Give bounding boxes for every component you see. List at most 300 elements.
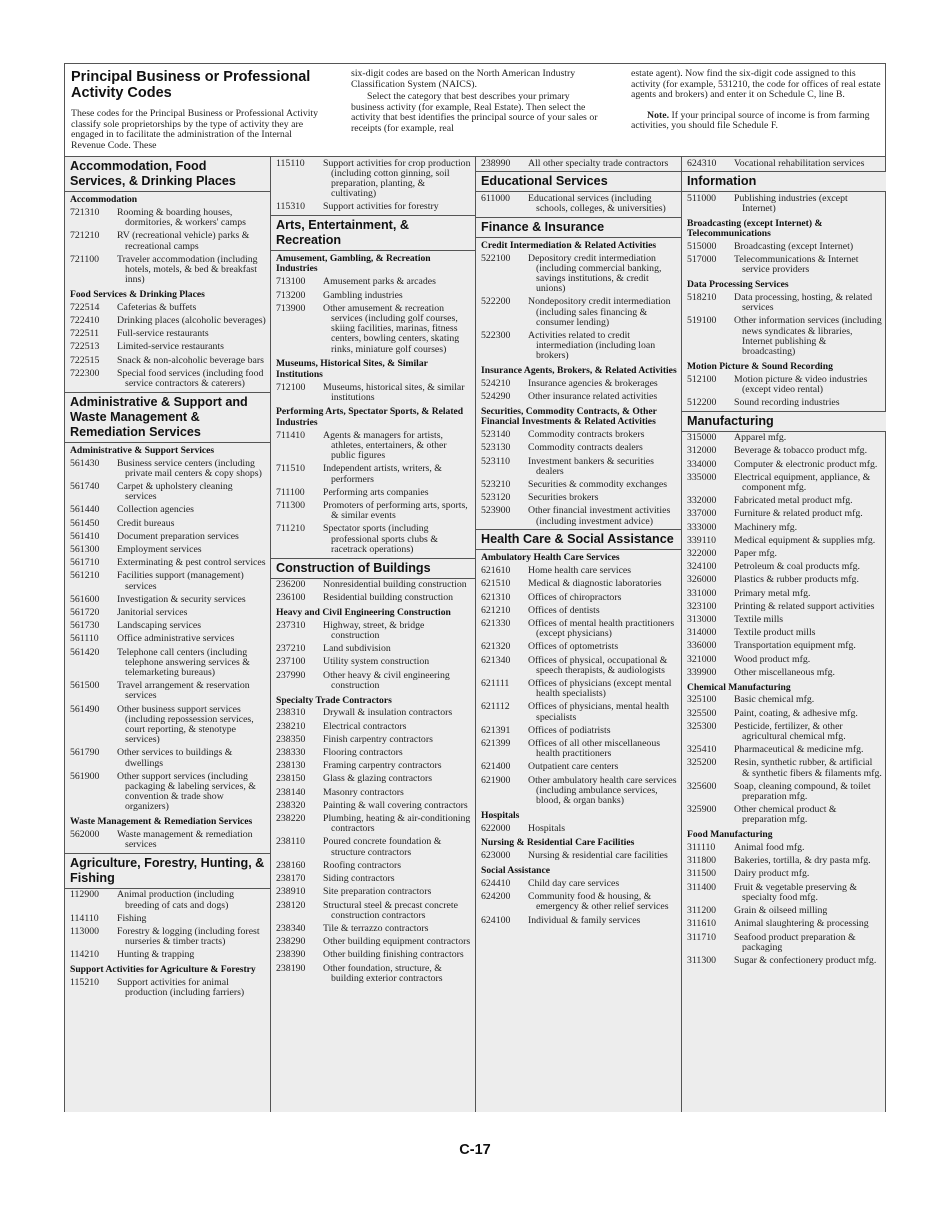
activity-row (65, 480, 270, 503)
activity-row (682, 458, 886, 471)
activity-description: Landscaping services (117, 620, 202, 632)
activity-code: 623000 (481, 850, 511, 862)
activity-code: 322000 (687, 548, 717, 559)
activity-description: Individual & family services (528, 914, 641, 926)
activity-row (271, 201, 476, 214)
activity-code: 333000 (687, 521, 717, 533)
activity-code: 711210 (276, 523, 306, 535)
page-number: C-17 (459, 1142, 491, 1158)
activity-description: Other support services (including packaging & labeling services, & convention & trade show organizers) (117, 770, 256, 813)
subsection-heading: Motion Picture & Sound Recording (687, 360, 833, 372)
activity-code: 561410 (70, 530, 100, 542)
activity-code: 337000 (687, 508, 717, 520)
activity-description: Beverage & tobacco product mfg. (734, 445, 868, 457)
activity-row (271, 962, 476, 985)
activity-code: 523900 (481, 505, 511, 517)
activity-description: Other heavy & civil engineering construction (323, 669, 450, 691)
activity-description: Securities brokers (528, 492, 599, 504)
activity-row (476, 478, 682, 491)
activity-row (476, 565, 682, 578)
activity-description: Textile product mills (734, 627, 816, 639)
activity-code: 321000 (687, 653, 717, 665)
activity-row (476, 591, 682, 604)
activity-code: 523210 (481, 478, 511, 490)
subsection-heading: Food Manufacturing (687, 829, 773, 841)
activity-description: Child day care services (528, 877, 620, 889)
activity-code: 721310 (70, 206, 100, 218)
activity-code: 314000 (687, 627, 717, 639)
activity-description: Motion picture & video industries (except video rental) (734, 373, 868, 395)
activity-row (682, 868, 886, 881)
activity-row (476, 761, 682, 774)
activity-description: Fabricated metal product mfg. (734, 495, 853, 507)
activity-description: Depository credit intermediation (including commercial banking, savings institutions, & credit unions) (528, 252, 662, 295)
subsection-heading: Museums, Historical Sites, & Similar Institutions (276, 358, 428, 380)
activity-description: Roofing contractors (323, 859, 402, 871)
activity-row (65, 620, 270, 633)
activity-description: Travel arrangement & reservation services (117, 680, 250, 702)
activity-description: Printing & related support activities (734, 600, 875, 612)
activity-row (682, 905, 886, 918)
activity-row (476, 914, 682, 927)
note-text: If your principal source of income is from farming activities, you should file Schedule F. (631, 109, 870, 132)
activity-code: 238120 (276, 899, 306, 911)
activity-description: Electrical equipment, appliance, & component mfg. (734, 471, 871, 493)
activity-row (682, 855, 886, 868)
activity-code: 722513 (70, 341, 100, 353)
activity-code: 523140 (481, 429, 511, 441)
activity-code: 325600 (687, 780, 717, 792)
activity-description: Collection agencies (117, 504, 194, 516)
activity-row (65, 570, 270, 593)
activity-code: 238310 (276, 707, 306, 719)
activity-row (65, 633, 270, 646)
activity-code: 325300 (687, 720, 717, 732)
activity-row (271, 799, 476, 812)
activity-code: 512200 (687, 396, 717, 408)
activity-code: 621210 (481, 604, 511, 616)
activity-description: Promoters of performing arts, sports, & similar events (323, 500, 468, 522)
activity-code: 522100 (481, 252, 511, 264)
activity-row (271, 859, 476, 872)
activity-row (682, 574, 886, 587)
activity-code: 722515 (70, 354, 100, 366)
activity-row (476, 377, 682, 390)
codes-grid (65, 156, 885, 1112)
activity-code: 721100 (70, 253, 100, 265)
activity-description: Other building finishing contractors (323, 949, 464, 961)
activity-code: 238210 (276, 720, 306, 732)
activity-code: 238990 (481, 157, 511, 169)
activity-description: Bakeries, tortilla, & dry pasta mfg. (734, 855, 871, 867)
activity-description: Other miscellaneous mfg. (734, 666, 835, 678)
activity-row (65, 504, 270, 517)
activity-description: Janitorial services (117, 607, 188, 618)
activity-code: 334000 (687, 458, 717, 470)
activity-code: 561300 (70, 543, 100, 555)
activity-code: 561790 (70, 747, 100, 759)
activity-description: Other foundation, structure, & building exterior contractors (323, 962, 443, 984)
subsection-heading: Nursing & Residential Care Facilities (481, 837, 635, 849)
activity-row (682, 445, 886, 458)
activity-description: Hunting & trapping (117, 949, 195, 961)
activity-code: 237210 (276, 643, 306, 655)
activity-row (65, 543, 270, 556)
activity-code: 721210 (70, 230, 100, 242)
activity-description: Finish carpentry contractors (323, 733, 433, 745)
activity-row (65, 912, 270, 925)
activity-description: Dairy product mfg. (734, 868, 810, 880)
activity-row (682, 842, 886, 855)
page-title: Principal Business or Professional Activity Codes (71, 69, 311, 101)
activity-row (271, 813, 476, 836)
activity-code: 114210 (70, 949, 100, 961)
activity-code: 331000 (687, 587, 717, 599)
activity-description: Drywall & insulation contractors (323, 707, 453, 719)
activity-description: Investigation & security services (117, 593, 246, 605)
activity-row (682, 561, 886, 574)
codes-column-2 (270, 157, 476, 1112)
activity-row (271, 707, 476, 720)
activity-description: Soap, cleaning compound, & toilet preparation mfg. (734, 780, 871, 803)
activity-row (682, 432, 886, 445)
activity-row (476, 391, 682, 404)
activity-code: 238150 (276, 773, 306, 785)
activity-row (271, 922, 476, 935)
activity-code: 522300 (481, 329, 511, 341)
activity-code: 522200 (481, 296, 511, 308)
activity-row (682, 780, 886, 803)
intro-column-1 (71, 69, 323, 151)
activity-row (682, 192, 886, 215)
activity-description: Business service centers (including private mail centers & copy shops) (117, 457, 262, 479)
activity-description: Masonry contractors (323, 786, 404, 798)
activity-row (476, 296, 682, 330)
activity-row (65, 680, 270, 703)
activity-description: Sound recording industries (734, 396, 840, 408)
activity-row (271, 936, 476, 949)
activity-code: 621340 (481, 654, 511, 666)
activity-row (271, 786, 476, 799)
activity-row (65, 646, 270, 680)
activity-code: 238390 (276, 949, 306, 961)
activity-code: 561740 (70, 480, 100, 492)
activity-row (65, 593, 270, 606)
activity-code: 611000 (481, 192, 511, 204)
intro-section (65, 64, 885, 156)
activity-description: Amusement parks & arcades (323, 276, 436, 288)
subsection-heading: Administrative & Support Services (70, 444, 215, 456)
activity-code: 561450 (70, 517, 100, 529)
activity-code: 238130 (276, 760, 306, 772)
activity-description: Cafeterias & buffets (117, 301, 197, 313)
activity-code: 311610 (687, 918, 717, 930)
activity-row (271, 899, 476, 922)
activity-description: Other building equipment contractors (323, 936, 471, 948)
activity-code: 311800 (687, 855, 717, 867)
activity-row (271, 720, 476, 733)
activity-row (271, 289, 476, 302)
activity-code: 113000 (70, 926, 100, 938)
activity-code: 624310 (687, 157, 717, 169)
activity-description: Painting & wall covering contractors (323, 799, 468, 811)
activity-description: Animal slaughtering & processing (734, 918, 869, 930)
activity-code: 238170 (276, 873, 306, 885)
activity-description: Wood product mfg. (734, 653, 811, 665)
activity-row (271, 500, 476, 523)
activity-row (682, 508, 886, 521)
activity-row (65, 530, 270, 543)
activity-description: Limited-service restaurants (117, 341, 224, 353)
activity-description: Seafood product preparation & packaging (734, 931, 856, 953)
activity-description: Nursing & residential care facilities (528, 850, 668, 862)
activity-description: Poured concrete foundation & structure contractors (323, 836, 442, 858)
activity-description: Telecommunications & Internet service providers (734, 254, 859, 276)
activity-code: 311200 (687, 905, 717, 917)
activity-description: Other financial investment activities (including investment advice) (528, 505, 671, 527)
activity-row (271, 669, 476, 692)
activity-row (271, 276, 476, 289)
activity-code: 115310 (276, 201, 306, 213)
activity-description: Fruit & vegetable preserving & specialty food mfg. (734, 881, 857, 903)
activity-code: 621391 (481, 724, 511, 736)
activity-row (476, 604, 682, 617)
activity-code: 711510 (276, 463, 306, 475)
activity-code: 237310 (276, 619, 306, 631)
activity-code: 236200 (276, 579, 306, 591)
activity-description: Offices of dentists (528, 604, 600, 616)
activity-row (65, 977, 270, 1000)
activity-row (682, 707, 886, 720)
activity-row (65, 770, 270, 814)
intro-text-1: These codes for the Principal Business or Professional Activity classify sole proprietorships by the type of activity they are engaged in to facilitate the administration of the Internal Revenue Code. These (71, 108, 319, 151)
activity-code: 621900 (481, 774, 511, 786)
activity-row (682, 315, 886, 359)
activity-code: 323100 (687, 600, 717, 612)
activity-code: 114110 (70, 912, 99, 924)
activity-description: Hospitals (528, 822, 566, 834)
activity-row (476, 442, 682, 455)
note-label: Note. (647, 109, 670, 121)
activity-code: 561210 (70, 570, 100, 582)
activity-description: Agents & managers for artists, athletes, entertainers, & other public figures (323, 429, 447, 462)
activity-row (271, 523, 476, 557)
activity-row (682, 495, 886, 508)
activity-row (65, 517, 270, 530)
section-heading: Manufacturing (682, 411, 886, 432)
activity-code: 561500 (70, 680, 100, 692)
activity-row (682, 254, 886, 277)
activity-description: Tile & terrazzo contractors (323, 922, 429, 934)
activity-description: Other insurance related activities (528, 391, 658, 403)
activity-description: Support activities for animal production (including farriers) (117, 977, 245, 999)
activity-code: 311500 (687, 868, 717, 880)
activity-code: 325410 (687, 744, 717, 756)
activity-code: 621320 (481, 641, 511, 653)
activity-code: 621510 (481, 578, 511, 590)
activity-description: Plastics & rubber products mfg. (734, 574, 859, 586)
activity-row (682, 627, 886, 640)
activity-row (476, 455, 682, 478)
intro-text-2b: Select the category that best describes your primary business activity (for example, Real Estate). Then select the activity that best identifies the principal source of your sales or receipts (for example, real (351, 91, 598, 134)
activity-description: Rooming & boarding houses, dormitories, & workers' camps (117, 206, 246, 229)
activity-code: 325100 (687, 694, 717, 706)
activity-description: Plumbing, heating & air-conditioning contractors (323, 813, 471, 835)
activity-description: Traveler accommodation (including hotels, motels, & bed & breakfast inns) (117, 253, 258, 286)
activity-row (476, 157, 682, 170)
activity-row (476, 505, 682, 528)
activity-code: 561420 (70, 646, 100, 658)
activity-description: Residential building construction (323, 592, 454, 604)
activity-code: 561900 (70, 770, 100, 782)
activity-code: 336000 (687, 640, 717, 652)
activity-row (476, 329, 682, 363)
activity-code: 562000 (70, 829, 100, 841)
activity-row (65, 926, 270, 949)
activity-description: Site preparation contractors (323, 886, 432, 898)
activity-code: 624100 (481, 914, 511, 926)
activity-description: Structural steel & precast concrete construction contractors (323, 899, 458, 921)
activity-code: 561110 (70, 633, 99, 645)
activity-code: 518210 (687, 291, 717, 303)
activity-description: Other chemical product & preparation mfg. (734, 804, 837, 826)
activity-row (271, 656, 476, 669)
activity-description: Land subdivision (323, 643, 391, 655)
activity-row (682, 600, 886, 613)
activity-description: Broadcasting (except Internet) (734, 240, 854, 252)
activity-row (476, 822, 682, 835)
activity-row (476, 678, 682, 701)
activity-row (65, 557, 270, 570)
activity-description: Offices of podiatrists (528, 724, 611, 736)
activity-row (476, 877, 682, 890)
activity-code: 621330 (481, 618, 511, 630)
activity-description: Offices of all other miscellaneous health practitioners (528, 738, 661, 760)
subsection-heading: Specialty Trade Contractors (276, 694, 392, 706)
activity-code: 238320 (276, 799, 306, 811)
activity-description: Other business support services (including repossession services, court reporting, & stenotype services) (117, 703, 254, 746)
activity-code: 238220 (276, 813, 306, 825)
activity-code: 324100 (687, 561, 717, 573)
activity-row (271, 429, 476, 463)
activity-code: 115110 (276, 157, 305, 169)
activity-code: 313000 (687, 614, 717, 626)
activity-description: Commodity contracts brokers (528, 429, 645, 441)
section-heading: Finance & Insurance (476, 217, 682, 238)
activity-code: 112900 (70, 889, 100, 901)
activity-description: RV (recreational vehicle) parks & recreational camps (117, 230, 250, 252)
activity-description: All other specialty trade contractors (528, 157, 669, 169)
activity-description: Gambling industries (323, 289, 403, 301)
activity-description: Support activities for crop production (including cotton ginning, soil preparation, planting, & cultivating) (323, 157, 471, 200)
activity-code: 621111 (481, 678, 510, 690)
activity-code: 561720 (70, 607, 100, 618)
activity-description: Medical & diagnostic laboratories (528, 578, 662, 590)
activity-row (271, 733, 476, 746)
activity-description: Document preparation services (117, 530, 239, 542)
activity-code: 621112 (481, 701, 510, 713)
activity-row (476, 492, 682, 505)
activity-code: 722514 (70, 301, 100, 313)
intro-column-3 (631, 69, 883, 132)
activity-row (65, 747, 270, 770)
activity-description: Nonresidential building construction (323, 579, 467, 591)
codes-column-1 (65, 157, 270, 1112)
activity-row (682, 653, 886, 666)
activity-code: 713200 (276, 289, 306, 301)
activity-description: Offices of chiropractors (528, 591, 622, 603)
activity-row (476, 429, 682, 442)
activity-row (682, 157, 886, 170)
activity-row (271, 381, 476, 404)
activity-description: Office administrative services (117, 633, 235, 645)
activity-row (682, 614, 886, 627)
activity-row (65, 253, 270, 287)
activity-row (65, 314, 270, 327)
codes-column-4 (681, 157, 886, 1112)
activity-description: Employment services (117, 543, 202, 555)
activity-row (682, 720, 886, 743)
activity-code: 312000 (687, 445, 717, 457)
activity-code: 711300 (276, 500, 306, 511)
activity-code: 238110 (276, 836, 306, 848)
activity-description: Apparel mfg. (734, 432, 787, 444)
activity-code: 325500 (687, 707, 717, 719)
activity-row (271, 643, 476, 656)
activity-code: 311110 (687, 842, 716, 854)
activity-code: 523110 (481, 455, 511, 467)
activity-description: Publishing industries (except Internet) (734, 192, 848, 214)
activity-row (65, 341, 270, 354)
activity-code: 713100 (276, 276, 306, 288)
subsection-heading: Heavy and Civil Engineering Construction (276, 606, 451, 618)
activity-code: 517000 (687, 254, 717, 266)
intro-column-2 (351, 69, 605, 135)
activity-description: Credit bureaus (117, 517, 175, 529)
activity-row (682, 640, 886, 653)
activity-row (682, 587, 886, 600)
activity-description: Outpatient care centers (528, 761, 619, 773)
activity-code: 621310 (481, 591, 511, 603)
activity-code: 712100 (276, 381, 306, 393)
activity-code: 237990 (276, 669, 306, 681)
activity-description: Other amusement & recreation services (including golf courses, skiing facilities, marinas, fitness centers, bowling centers, skating rinks, miniature golf courses) (323, 302, 460, 355)
activity-description: Spectator sports (including professional sports clubs & racetrack operations) (323, 523, 438, 555)
section-heading: Information (682, 171, 886, 192)
activity-code: 238160 (276, 859, 306, 871)
activity-code: 621399 (481, 738, 511, 750)
activity-description: Other information services (including news syndicates & libraries, Internet publishing & broadcasting) (734, 315, 882, 357)
codes-column-3 (475, 157, 682, 1112)
activity-description: Vocational rehabilitation services (734, 157, 865, 169)
activity-description: Nondepository credit intermediation (including sales financing & consumer lending) (528, 296, 671, 328)
activity-row (476, 618, 682, 641)
activity-row (682, 744, 886, 757)
intro-text-3a: estate agent). Now find the six-digit code assigned to this activity (for example, 531210, the code for offices of real estate agents and brokers) and enter it on Schedule C, line B. (631, 68, 881, 101)
activity-description: Textile mills (734, 614, 784, 626)
activity-row (271, 760, 476, 773)
activity-description: Grain & oilseed milling (734, 905, 828, 917)
activity-description: Independent artists, writers, & performers (323, 463, 442, 485)
activity-row (682, 240, 886, 253)
activity-code: 621610 (481, 565, 511, 577)
activity-row (682, 954, 886, 967)
activity-code: 311300 (687, 954, 717, 966)
activity-row (65, 230, 270, 253)
activity-row (65, 889, 270, 912)
activity-row (476, 701, 682, 724)
section-heading: Accommodation, Food Services, & Drinking Places (65, 157, 270, 192)
